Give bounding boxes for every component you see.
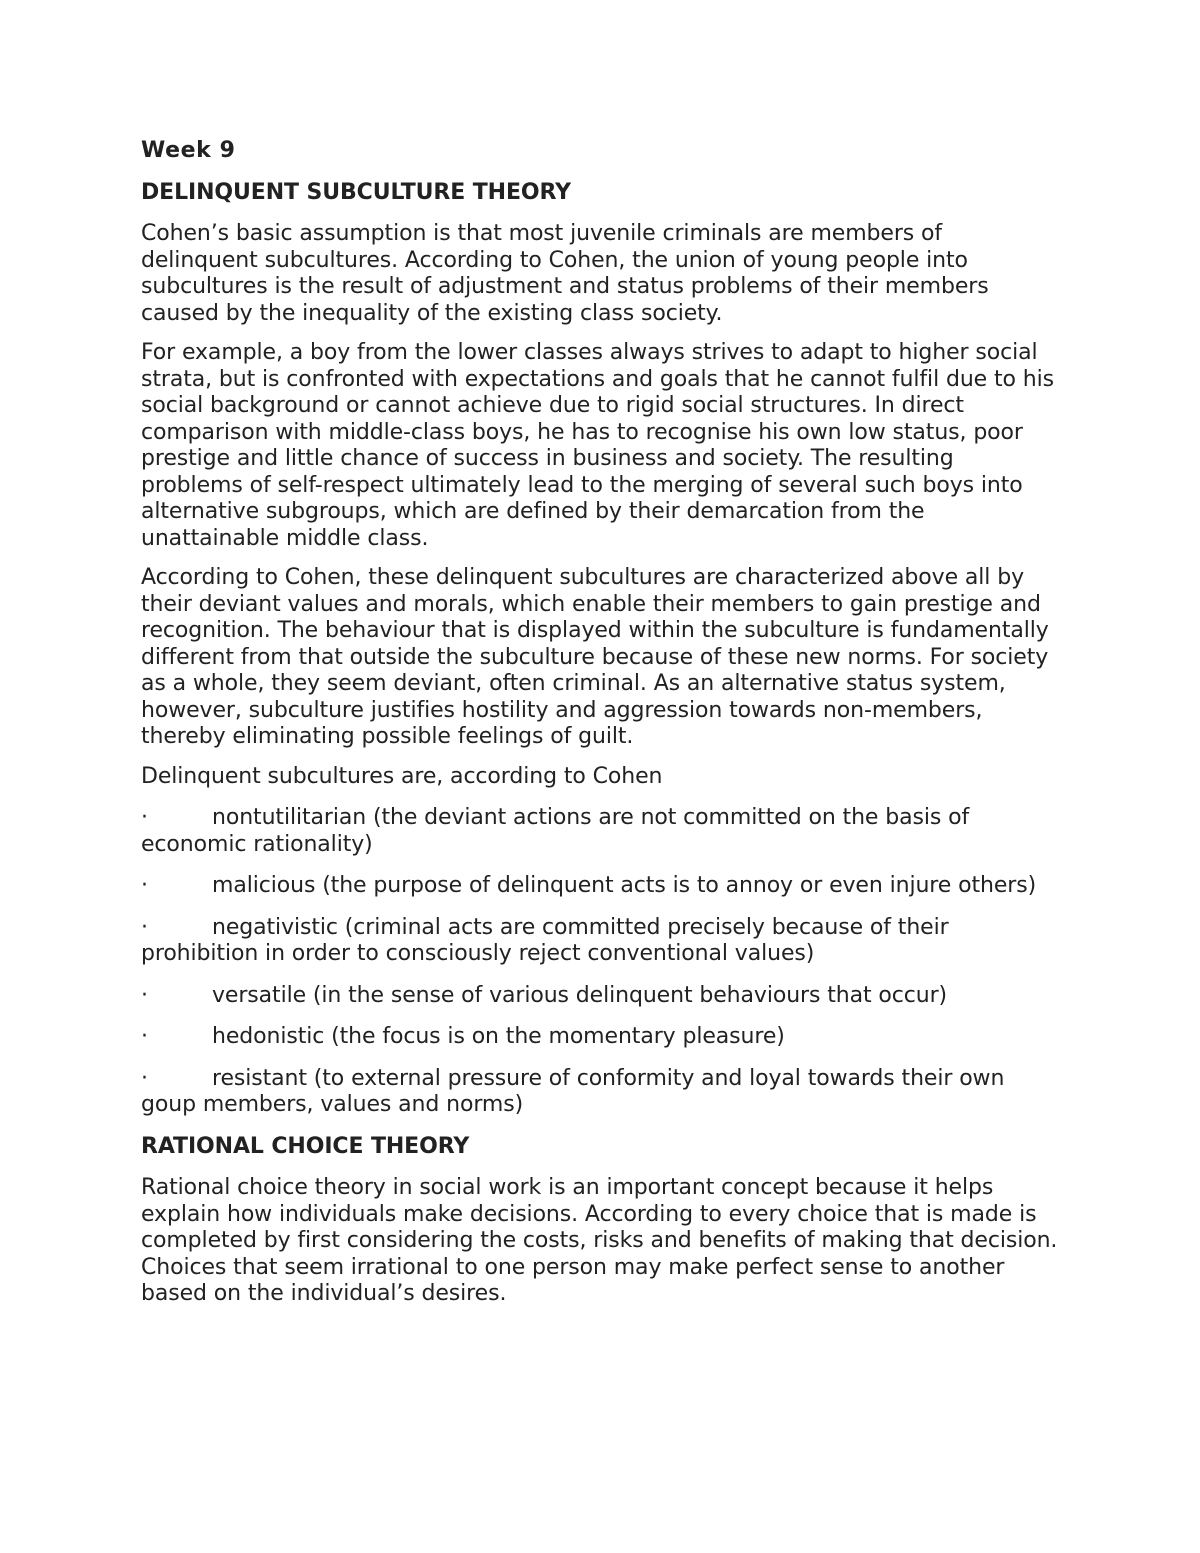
list-item (141, 915, 1061, 968)
bullet-mark: · (141, 982, 148, 1008)
list-item-text: hedonistic (the focus is on the momentary pleasure) (212, 1024, 785, 1049)
bullet-mark: · (141, 1065, 148, 1091)
list-item-text: nontutilitarian (the deviant actions are not committed on the basis of economic rationality) (141, 805, 970, 857)
list-item (141, 1066, 1061, 1119)
section-heading-delinquent-subculture: DELINQUENT SUBCULTURE THEORY (141, 179, 571, 205)
paragraph-subculture-values: According to Cohen, these delinquent subcultures are characterized above all by their deviant values and morals, which enable their members to gain prestige and recognition. The behaviour that is displayed within the subculture is fundamentally different from that outside the subculture because of these new norms. For society as a whole, they seem deviant, often criminal. As an alternative status system, however, subculture justifies hostility and aggression towards non-members, thereby eliminating possible feelings of guilt. (141, 565, 1049, 749)
list-item (141, 873, 1061, 900)
paragraph-cohen-assumption: Cohen’s basic assumption is that most juvenile criminals are members of delinquent subcultures. According to Cohen, the union of young people into subcultures is the result of adjustment and status problems of their members caused by the inequality of the existing class society. (141, 221, 989, 326)
list-item-text: resistant (to external pressure of conformity and loyal towards their own goup members, values and norms) (141, 1065, 1005, 1117)
list-item-text: malicious (the purpose of delinquent acts is to annoy or even injure others) (212, 873, 1037, 898)
list-intro: Delinquent subcultures are, according to Cohen (141, 763, 663, 789)
bullet-mark: · (141, 873, 148, 898)
paragraph-example-boy: For example, a boy from the lower classes always strives to adapt to higher social strata, but is confronted with expectations and goals that he cannot fulfil due to his social background or cannot achieve due to rigid social structures. In direct comparison with middle-class boys, he has to recognise his own low status, poor prestige and little chance of success in business and society. The resulting problems of self-respect ultimately lead to the merging of several such boys into alternative subgroups, which are defined by their demarcation from the unattainable middle class. (141, 340, 1055, 551)
document-page (141, 138, 1061, 1321)
list-item (141, 983, 1061, 1010)
list-item-text: versatile (in the sense of various delinquent behaviours that occur) (212, 982, 948, 1008)
section-heading-rational-choice: RATIONAL CHOICE THEORY (141, 1133, 470, 1159)
bullet-mark: · (141, 805, 148, 830)
list-item (141, 805, 1061, 858)
bullet-mark: · (141, 914, 148, 940)
list-item-text: negativistic (criminal acts are committed precisely because of their prohibition in order to consciously reject conventional values) (141, 914, 949, 966)
list-item (141, 1024, 1061, 1051)
paragraph-rational-choice: Rational choice theory in social work is an important concept because it helps explain how individuals make decisions. According to every choice that is made is completed by first considering the costs, risks and benefits of making that decision. Choices that seem irrational to one person may make perfect sense to another based on the individual’s desires. (141, 1175, 1058, 1306)
week-label: Week 9 (141, 138, 236, 163)
bullet-mark: · (141, 1024, 148, 1049)
